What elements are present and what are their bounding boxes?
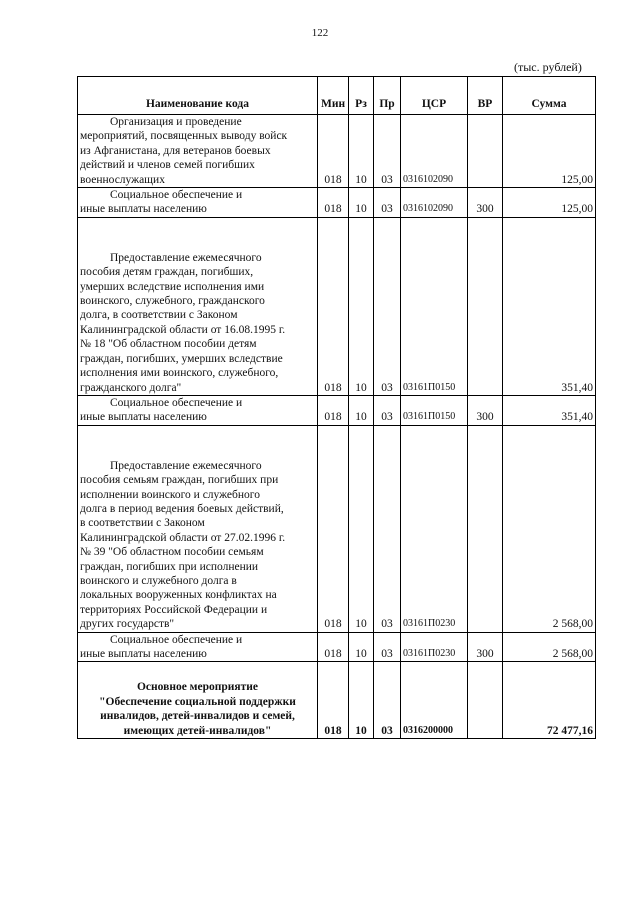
row-name [78,188,318,218]
name-line: из Афганистана, для ветеранов боевых [80,144,271,157]
name-line: умерших вследствие исполнения ими [80,280,265,293]
cell-rz: 10 [349,188,374,218]
cell-csr: 03161П0150 [401,217,468,395]
row-name [78,115,318,188]
name-line: долга, в соответствии с Законом [80,309,238,322]
name-line: исполнении воинского и служебного [80,488,260,501]
name-line: Предоставление ежемесячного [110,459,262,472]
name-line: воинского и служебного долга в [80,574,237,587]
cell-rz: 10 [349,395,374,425]
cell-pr: 03 [374,395,401,425]
header-vr: ВР [468,77,503,115]
cell-csr: 03161П0150 [401,395,468,425]
name-line: Социальное обеспечение и [110,189,243,202]
name-line: Предоставление ежемесячного [110,251,262,264]
cell-sum: 2 568,00 [503,632,596,662]
units-label: (тыс. рублей) [514,60,582,74]
name-line: воинского, служебного, гражданского [80,295,265,308]
cell-pr: 03 [374,188,401,218]
cell-pr: 03 [374,425,401,632]
name-line: других государств" [80,618,175,631]
cell-csr: 0316102090 [401,115,468,188]
cell-sum: 125,00 [503,188,596,218]
name-line: территориях Российской Федерации и [80,603,268,616]
blank-space [80,662,315,680]
name-line: иные выплаты населению [80,648,207,660]
table-row [78,662,596,739]
cell-sum: 125,00 [503,115,596,188]
name-line: гражданского долга" [80,381,182,394]
cell-min: 018 [318,425,349,632]
name-line: исполнения ими воинского, служебного, [80,367,279,380]
name-line: "Обеспечение социальной поддержки [99,695,296,708]
name-line: в соответствии с Законом [80,517,205,530]
name-line: № 39 "Об областном пособии семьям [80,546,264,559]
cell-min: 018 [318,115,349,188]
name-line: пособия детям граждан, погибших, [80,266,254,279]
name-line: Калининградской области от 27.02.1996 г. [80,531,286,544]
name-line: граждан, погибших при исполнении [80,560,259,573]
header-csr: ЦСР [401,77,468,115]
name-line: иные выплаты населению [80,411,207,424]
cell-min: 018 [318,188,349,218]
header-name: Наименование кода [78,77,318,115]
cell-vr: 300 [468,395,503,425]
cell-rz: 10 [349,115,374,188]
cell-sum: 351,40 [503,217,596,395]
cell-vr: 300 [468,188,503,218]
cell-min: 018 [318,395,349,425]
cell-pr: 03 [374,217,401,395]
row-name [78,425,318,632]
name-line: долга в период ведения боевых действий, [80,502,284,515]
name-line: Организация и проведение [110,116,242,128]
row-name [78,632,318,662]
cell-vr [468,217,503,395]
cell-vr [468,115,503,188]
row-name [78,217,318,395]
table-row [78,395,596,425]
table-row [78,632,596,662]
cell-min: 018 [318,632,349,662]
cell-vr [468,662,503,739]
name-line: Основное мероприятие [136,681,259,694]
cell-pr: 03 [374,632,401,662]
cell-min: 018 [318,662,349,739]
header-row [78,77,596,115]
cell-rz: 10 [349,425,374,632]
header-rz: Рз [349,77,374,115]
name-line: имеющих детей-инвалидов" [123,724,272,737]
cell-csr: 0316102090 [401,188,468,218]
name-line: Калининградской области от 16.08.1995 г. [80,323,286,336]
cell-csr: 03161П0230 [401,425,468,632]
budget-table [77,76,596,739]
name-line: иные выплаты населению [80,203,207,216]
cell-sum: 2 568,00 [503,425,596,632]
blank-space [80,218,315,251]
name-line: действий и членов семей погибших [80,159,255,172]
table-row [78,188,596,218]
cell-rz: 10 [349,662,374,739]
cell-pr: 03 [374,662,401,739]
name-line: мероприятий, посвященных выводу войск [80,130,288,143]
row-name [78,662,318,739]
table-row [78,425,596,632]
page-number: 122 [311,27,329,39]
cell-rz: 10 [349,632,374,662]
cell-csr: 0316200000 [401,662,468,739]
name-line: Социальное обеспечение и [110,633,243,646]
cell-csr: 03161П0230 [401,632,468,662]
cell-sum: 351,40 [503,395,596,425]
blank-space [80,426,315,459]
cell-min: 018 [318,217,349,395]
cell-pr: 03 [374,115,401,188]
name-line: граждан, погибших, умерших вследствие [80,352,283,365]
name-line: локальных вооруженных конфликтах на [80,589,277,602]
row-name [78,395,318,425]
name-line: Социальное обеспечение и [110,396,243,409]
name-line: № 18 "Об областном пособии детям [80,338,257,351]
name-line: военнослужащих [80,173,165,186]
header-pr: Пр [374,77,401,115]
header-min: Мин [318,77,349,115]
table-row [78,115,596,188]
cell-vr: 300 [468,632,503,662]
cell-sum: 72 477,16 [503,662,596,739]
cell-rz: 10 [349,217,374,395]
name-line: инвалидов, детей-инвалидов и семей, [100,710,295,723]
name-line: пособия семьям граждан, погибших при [80,474,279,487]
table-row [78,217,596,395]
cell-vr [468,425,503,632]
header-sum: Сумма [503,77,596,115]
